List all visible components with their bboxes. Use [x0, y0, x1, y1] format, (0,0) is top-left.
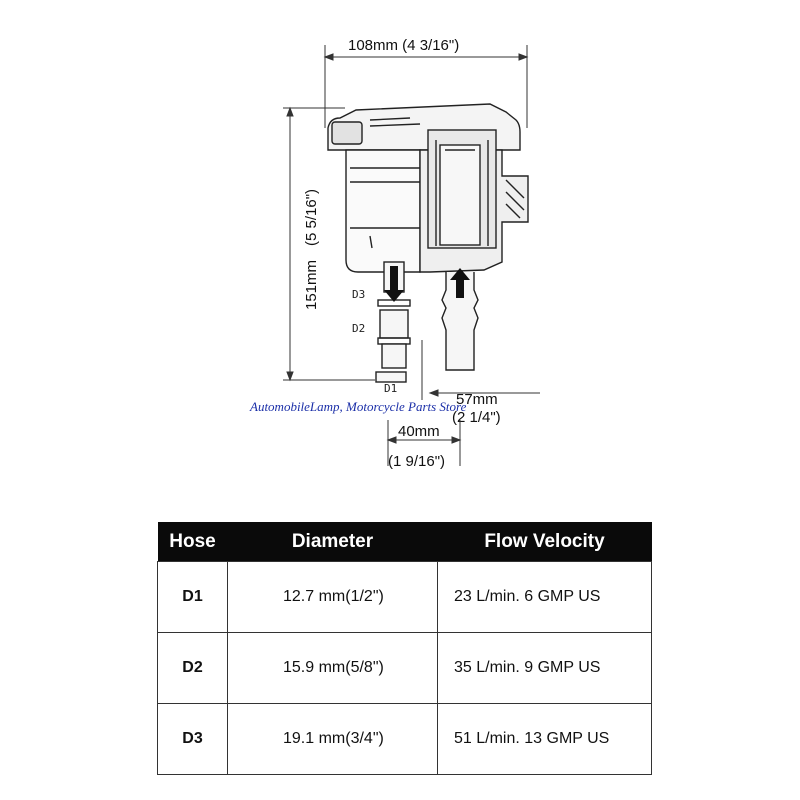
table-row	[158, 562, 652, 633]
height-label-mm: 151mm	[303, 259, 320, 310]
flow-cell: 23 L/min. 6 GMP US	[438, 562, 652, 633]
flow-cell: 35 L/min. 9 GMP US	[438, 633, 652, 704]
hose-spec-table	[157, 522, 652, 775]
diameter-cell: 19.1 mm(3/4")	[228, 704, 438, 775]
filter-body	[328, 104, 528, 382]
hose-tag-d2: D2	[352, 322, 366, 335]
hose-cell: D3	[158, 704, 228, 775]
hose-cell: D1	[158, 562, 228, 633]
header-flow-velocity: Flow Velocity	[438, 522, 652, 562]
header-hose: Hose	[158, 522, 228, 562]
hose-tag-d3: D3	[352, 288, 366, 301]
diameter-cell: 15.9 mm(5/8")	[228, 633, 438, 704]
right-label-mm: 57mm	[456, 391, 498, 408]
table-header-row	[158, 522, 652, 562]
bottom-label-in: (1 9/16")	[388, 453, 446, 470]
table-row	[158, 633, 652, 704]
bottom-label-mm: 40mm	[398, 423, 440, 440]
header-diameter: Diameter	[228, 522, 438, 562]
table-row	[158, 704, 652, 775]
height-label-in: (5 5/16")	[303, 188, 320, 246]
width-label: 108mm (4 3/16")	[348, 37, 460, 54]
store-watermark: AutomobileLamp, Motorcycle Parts Store	[250, 399, 467, 414]
hose-cell: D2	[158, 633, 228, 704]
right-label-in: (2 1/4")	[452, 409, 501, 426]
hose-tag-d1: D1	[384, 382, 398, 395]
diameter-cell: 12.7 mm(1/2")	[228, 562, 438, 633]
flow-cell: 51 L/min. 13 GMP US	[438, 704, 652, 775]
